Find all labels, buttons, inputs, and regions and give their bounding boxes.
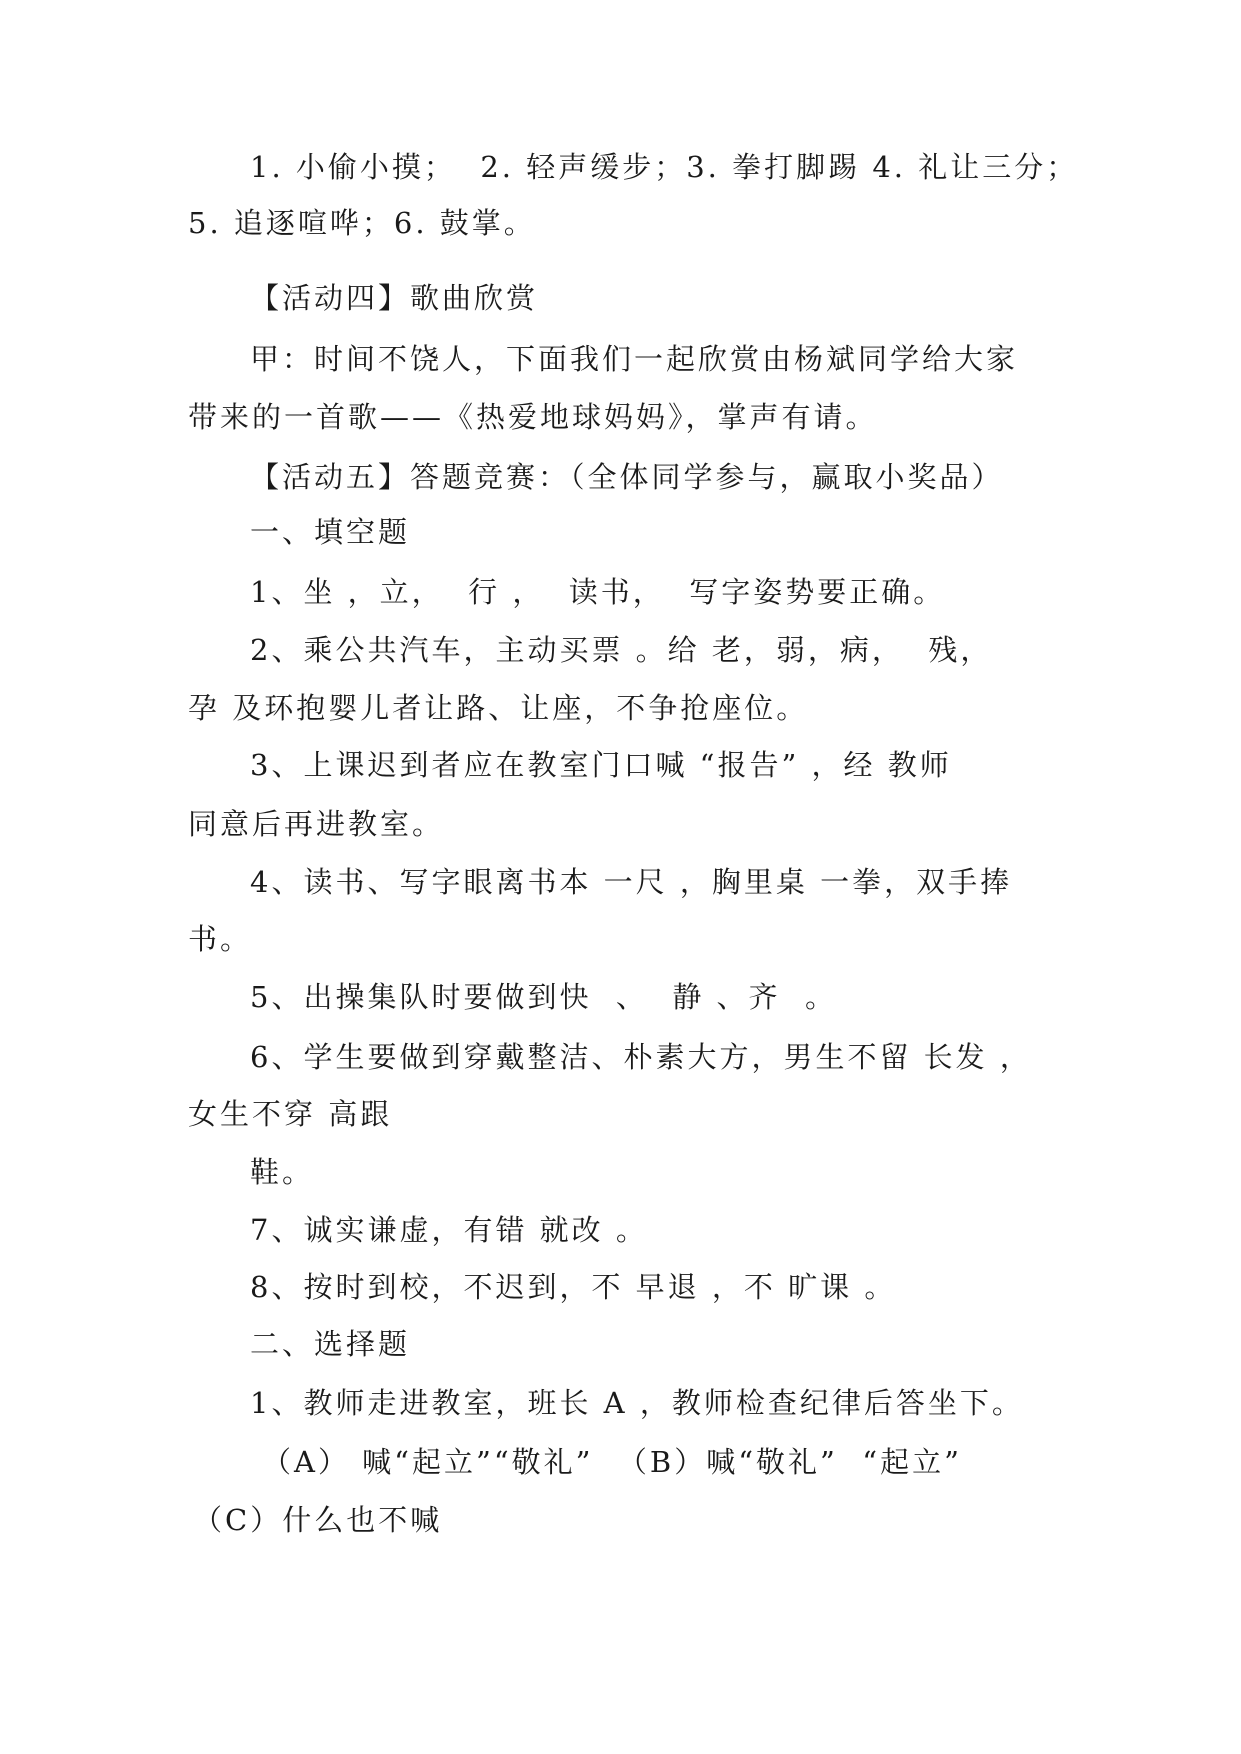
text-line: 5. 追逐喧哗；6. 鼓掌。 xyxy=(188,206,536,240)
text-line: 甲：时间不饶人，下面我们一起欣赏由杨斌同学给大家 xyxy=(250,342,1019,376)
text-line: 带来的一首歌——《热爱地球妈妈》，掌声有请。 xyxy=(188,400,878,434)
text-line: 鞋。 xyxy=(250,1155,315,1189)
question-item: 6、学生要做到穿戴整洁、朴素大方，男生不留 长发 ， xyxy=(250,1040,1032,1074)
question-item: 1、教师走进教室，班长 A ，教师检查纪律后答坐下。 xyxy=(250,1386,1024,1420)
question-item: 7、诚实谦虚，有错 就改 。 xyxy=(250,1213,648,1247)
question-item: 4、读书、写字眼离书本 一尺 ，胸里桌 一拳，双手捧 xyxy=(250,865,1013,899)
text-line: 同意后再进教室。 xyxy=(188,807,445,841)
section-heading: 【活动四】歌曲欣赏 xyxy=(250,281,539,315)
subsection-heading: 一、填空题 xyxy=(250,515,411,549)
question-item: 3、上课迟到者应在教室门口喊 “报告” ，经 教师 xyxy=(250,748,952,782)
section-heading: 【活动五】答题竞赛：（全体同学参与，赢取小奖品） xyxy=(250,460,1004,494)
answer-options: （C）什么也不喊 xyxy=(193,1503,443,1537)
question-item: 5、出操集队时要做到快 、 静 、齐 。 xyxy=(250,980,837,1014)
text-line: 书。 xyxy=(188,922,253,956)
text-line: 女生不穿 高跟 xyxy=(188,1097,393,1131)
text-line: 1. 小偷小摸； 2. 轻声缓步；3. 拳打脚踢 4. 礼让三分； xyxy=(250,150,1079,184)
question-item: 2、乘公共汽车，主动买票 。给 老，弱，病， 残， xyxy=(250,633,993,667)
question-item: 8、按时到校，不迟到，不 早退 ，不 旷课 。 xyxy=(250,1270,897,1304)
text-line: 孕 及环抱婴儿者让路、让座，不争抢座位。 xyxy=(188,691,809,725)
question-item: 1、坐 ，立， 行 ， 读书， 写字姿势要正确。 xyxy=(250,575,946,609)
answer-options: （A） 喊“起立”“敬礼” （B）喊“敬礼” “起立” xyxy=(262,1445,962,1479)
subsection-heading: 二、选择题 xyxy=(250,1327,411,1361)
